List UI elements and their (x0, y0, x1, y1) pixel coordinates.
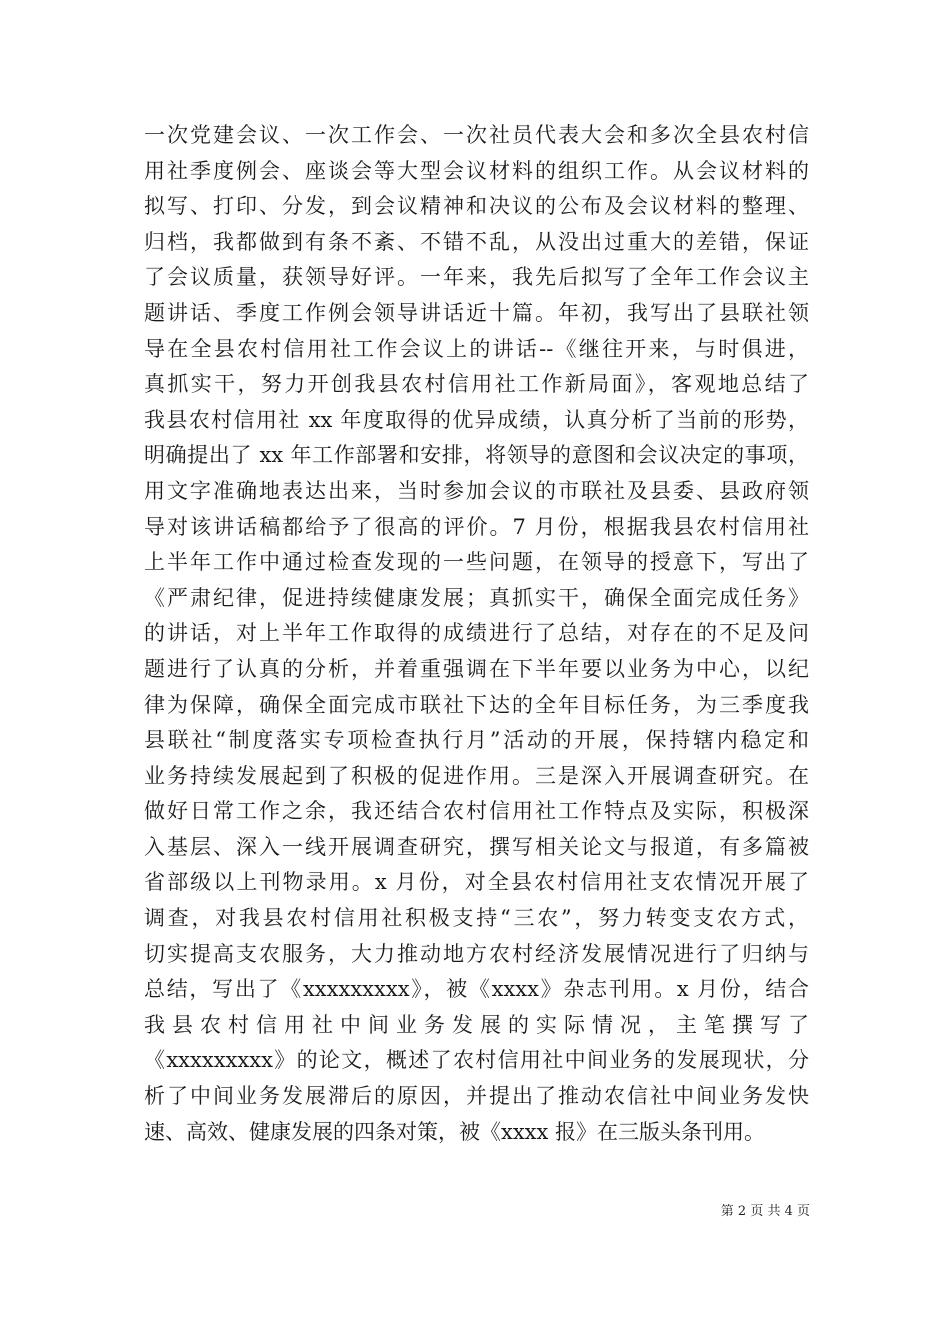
text-line: 析了中间业务发展滞后的原因，并提出了推动农信社中间业务发快 (144, 1084, 809, 1109)
text-line: 切实提高支农服务，大力推动地方农村经济发展情况进行了归纳与 (144, 941, 809, 966)
body-text (144, 118, 809, 1150)
text-line: 总结，写出了《xxxxxxxxx》，被《xxxx》杂志刊用。x 月份，结合 (144, 977, 809, 1002)
text-line: 导对该讲话稿都给予了很高的评价。7 月份，根据我县农村信用社 (144, 514, 809, 539)
text-line: 律为保障，确保全面完成市联社下达的全年目标任务，为三季度我 (144, 692, 809, 717)
text-line: 导在全县农村信用社工作会议上的讲话--《继往开来，与时俱进， (144, 336, 809, 361)
text-line: 用文字准确地表达出来，当时参加会议的市联社及县委、县政府领 (144, 478, 809, 503)
text-line: 的讲话，对上半年工作取得的成绩进行了总结，对存在的不足及问 (144, 621, 809, 646)
text-line: 真抓实干，努力开创我县农村信用社工作新局面》，客观地总结了 (144, 372, 809, 397)
text-line: 做好日常工作之余，我还结合农村信用社工作特点及实际，积极深 (144, 799, 809, 824)
text-line: 入基层、深入一线开展调查研究，撰写相关论文与报道，有多篇被 (144, 834, 809, 859)
text-line: 速、高效、健康发展的四条对策，被《xxxx 报》在三版头条刊用。 (144, 1119, 766, 1144)
text-line: 我县农村信用社 xx 年度取得的优异成绩，认真分析了当前的形势， (144, 407, 809, 432)
text-line: 题讲话、季度工作例会领导讲话近十篇。年初，我写出了县联社领 (144, 300, 809, 325)
text-line: 业务持续发展起到了积极的促进作用。三是深入开展调查研究。在 (144, 763, 809, 788)
text-line: 县联社“制度落实专项检查执行月”活动的开展，保持辖内稳定和 (144, 728, 809, 753)
text-line: 了会议质量，获领导好评。一年来，我先后拟写了全年工作会议主 (144, 265, 809, 290)
page-number: 第 2 页 共 4 页 (720, 1204, 810, 1219)
text-line: 题进行了认真的分析，并着重强调在下半年要以业务为中心，以纪 (144, 656, 809, 681)
text-line: 我县农村信用社中间业务发展的实际情况，主笔撰写了 (144, 1012, 809, 1037)
text-line: 《严肃纪律，促进持续健康发展；真抓实干，确保全面完成任务》 (144, 585, 809, 610)
text-line: 一次党建会议、一次工作会、一次社员代表大会和多次全县农村信 (144, 123, 809, 147)
text-line: 《xxxxxxxxx》的论文，概述了农村信用社中间业务的发展现状，分 (144, 1048, 809, 1073)
text-line: 归档，我都做到有条不紊、不错不乱，从没出过重大的差错，保证 (144, 229, 809, 254)
text-line: 调查，对我县农村信用社积极支持“三农”，努力转变支农方式， (144, 906, 809, 931)
text-line: 用社季度例会、座谈会等大型会议材料的组织工作。从会议材料的 (144, 158, 809, 183)
text-line: 明确提出了 xx 年工作部署和安排，将领导的意图和会议决定的事项， (144, 443, 809, 468)
text-line: 省部级以上刊物录用。x 月份，对全县农村信用社支农情况开展了 (144, 870, 809, 895)
text-line: 拟写、打印、分发，到会议精神和决议的公布及会议材料的整理、 (144, 194, 809, 219)
text-line: 上半年工作中通过检查发现的一些问题，在领导的授意下，写出了 (144, 550, 809, 575)
